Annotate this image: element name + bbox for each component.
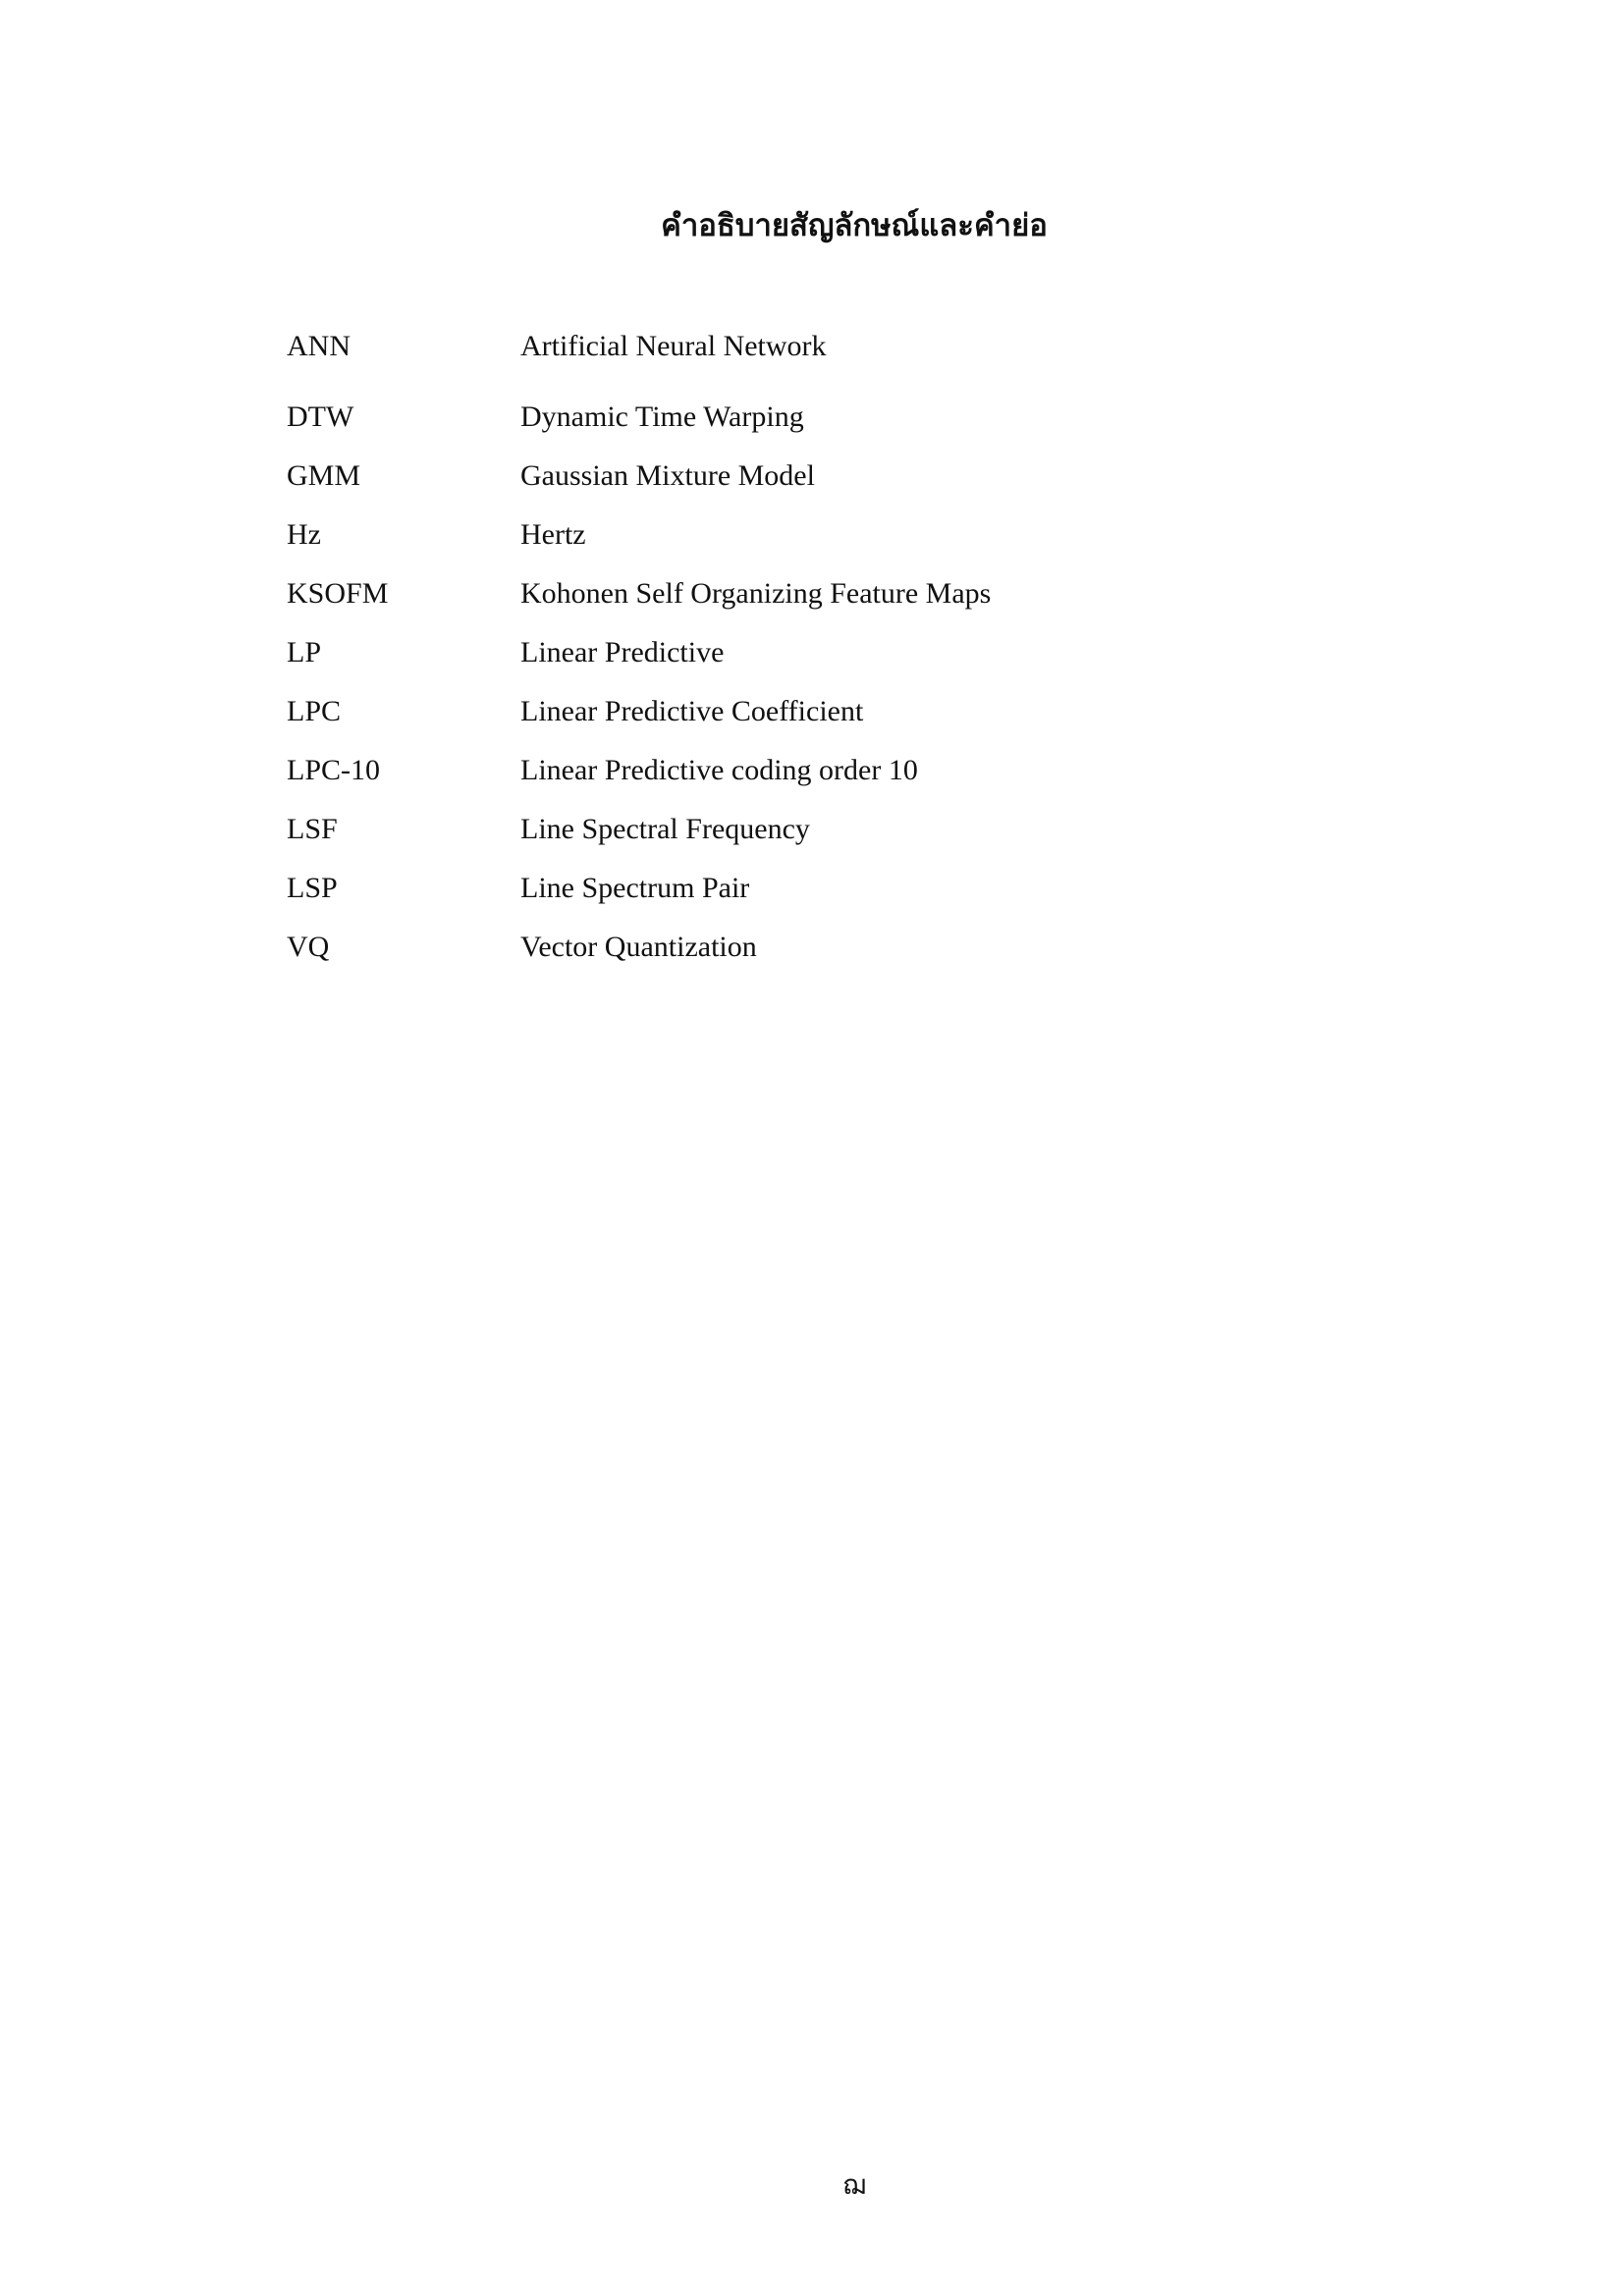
abbreviation-definition: Linear Predictive Coefficient (520, 695, 864, 727)
abbreviation-row (287, 741, 1170, 800)
abbreviation-row (287, 388, 1170, 447)
abbreviation-term: GMM (287, 459, 361, 492)
abbreviation-row (287, 859, 1170, 918)
page-title: คำอธิบายสัญลักษณ์และคำย่อ (661, 208, 1048, 243)
abbreviation-row (287, 682, 1170, 741)
page-number: ฌ (842, 2168, 866, 2201)
abbreviation-term: ANN (287, 330, 351, 362)
abbreviation-row (287, 564, 1170, 623)
abbreviation-definition: Linear Predictive (520, 636, 725, 668)
abbreviation-definition: Line Spectral Frequency (520, 813, 810, 845)
abbreviation-definition: Dynamic Time Warping (520, 400, 804, 433)
abbreviation-list (287, 321, 1170, 977)
abbreviation-row (287, 623, 1170, 682)
abbreviation-term: KSOFM (287, 577, 389, 610)
abbreviation-term: LSF (287, 813, 338, 845)
abbreviation-definition: Kohonen Self Organizing Feature Maps (520, 577, 992, 610)
abbreviation-row (287, 321, 1170, 372)
abbreviation-definition: Vector Quantization (520, 931, 757, 963)
abbreviation-term: VQ (287, 931, 330, 963)
abbreviation-definition: Gaussian Mixture Model (520, 459, 815, 492)
abbreviation-term: LP (287, 636, 322, 668)
abbreviation-term: LSP (287, 872, 338, 904)
abbreviation-term: LPC-10 (287, 754, 381, 786)
abbreviation-term: Hz (287, 518, 321, 551)
abbreviation-definition: Hertz (520, 518, 586, 551)
abbreviation-row (287, 447, 1170, 506)
abbreviation-row (287, 506, 1170, 564)
abbreviation-row (287, 800, 1170, 859)
abbreviation-definition: Artificial Neural Network (520, 330, 827, 362)
abbreviation-row (287, 918, 1170, 977)
abbreviation-term: DTW (287, 400, 354, 433)
abbreviation-term: LPC (287, 695, 342, 727)
abbreviation-definition: Line Spectrum Pair (520, 872, 750, 904)
abbreviation-definition: Linear Predictive coding order 10 (520, 754, 918, 786)
